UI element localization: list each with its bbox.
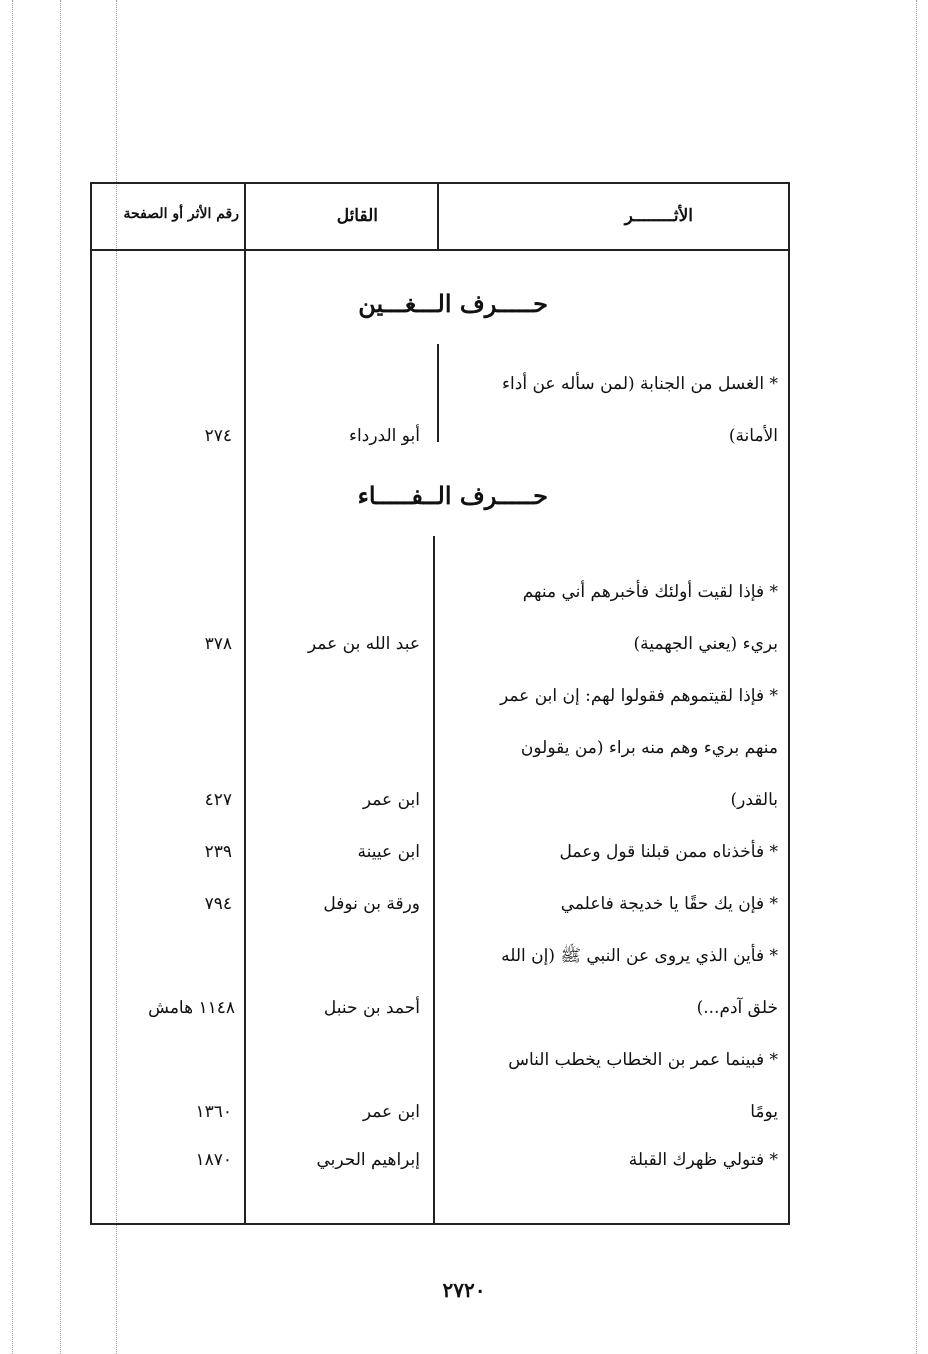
column-divider	[437, 184, 439, 249]
section-title: حـــــرف الــفـــــاء	[357, 481, 548, 510]
athar-text: * فأخذناه ممن قبلنا قول وعمل	[559, 842, 778, 862]
ref-number: ٤٢٧	[204, 790, 232, 810]
column-divider	[244, 184, 246, 1225]
athar-text: * فبينما عمر بن الخطاب يخطب الناس	[508, 1050, 778, 1070]
header-divider	[92, 249, 788, 251]
qaail-name: ابن عمر	[362, 790, 420, 810]
index-table	[90, 182, 790, 1225]
scan-edge-line	[916, 0, 917, 1354]
qaail-name: ورقة بن نوفل	[323, 894, 420, 914]
athar-text: * الغسل من الجنابة (لمن سأله عن أداء	[502, 374, 778, 394]
column-divider	[437, 344, 439, 442]
page-number: ٢٧٢٠	[442, 1278, 486, 1302]
qaail-name: ابن عمر	[362, 1102, 420, 1122]
athar-text: * فأين الذي يروى عن النبي ﷺ (إن الله	[501, 946, 778, 966]
athar-text: * فإذا لقيتموهم فقولوا لهم: إن ابن عمر	[499, 686, 778, 706]
athar-text: منهم بريء وهم منه براء (من يقولون	[520, 738, 778, 758]
header-ref: رقم الأثر أو الصفحة	[123, 206, 239, 222]
ref-number: ٢٣٩	[204, 842, 232, 862]
header-athar: الأثــــــــر	[624, 206, 693, 226]
athar-text: * فتولي ظهرك القبلة	[628, 1150, 778, 1170]
athar-text: بالقدر)	[730, 790, 778, 810]
header-qaail: القائل	[336, 206, 378, 226]
athar-text: الأمانة)	[728, 426, 778, 446]
athar-text: * فإذا لقيت أولئك فأخبرهم أني منهم	[522, 582, 778, 602]
qaail-name: أبو الدرداء	[349, 426, 420, 446]
athar-text: خلق آدم...)	[696, 998, 778, 1018]
qaail-name: إبراهيم الحربي	[316, 1150, 420, 1170]
qaail-name: عبد الله بن عمر	[307, 634, 420, 654]
ref-number: ١٣٦٠	[195, 1102, 232, 1122]
qaail-name: أحمد بن حنبل	[323, 998, 420, 1018]
athar-text: * فإن يك حقًا يا خديجة فاعلمي	[560, 894, 778, 914]
ref-number: ٢٧٤	[204, 426, 232, 446]
athar-text: بريء (يعني الجهمية)	[633, 634, 778, 654]
scan-edge-line	[60, 0, 61, 1354]
ref-number: ١٨٧٠	[195, 1150, 232, 1170]
qaail-name: ابن عيينة	[357, 842, 420, 862]
ref-number: ١١٤٨ هامش	[148, 998, 235, 1018]
ref-number: ٧٩٤	[204, 894, 232, 914]
scan-edge-line	[12, 0, 13, 1354]
column-divider	[433, 536, 435, 1225]
section-title: حـــــرف الـــغـــين	[358, 289, 548, 318]
ref-number: ٣٧٨	[204, 634, 232, 654]
athar-text: يومًا	[750, 1102, 778, 1122]
